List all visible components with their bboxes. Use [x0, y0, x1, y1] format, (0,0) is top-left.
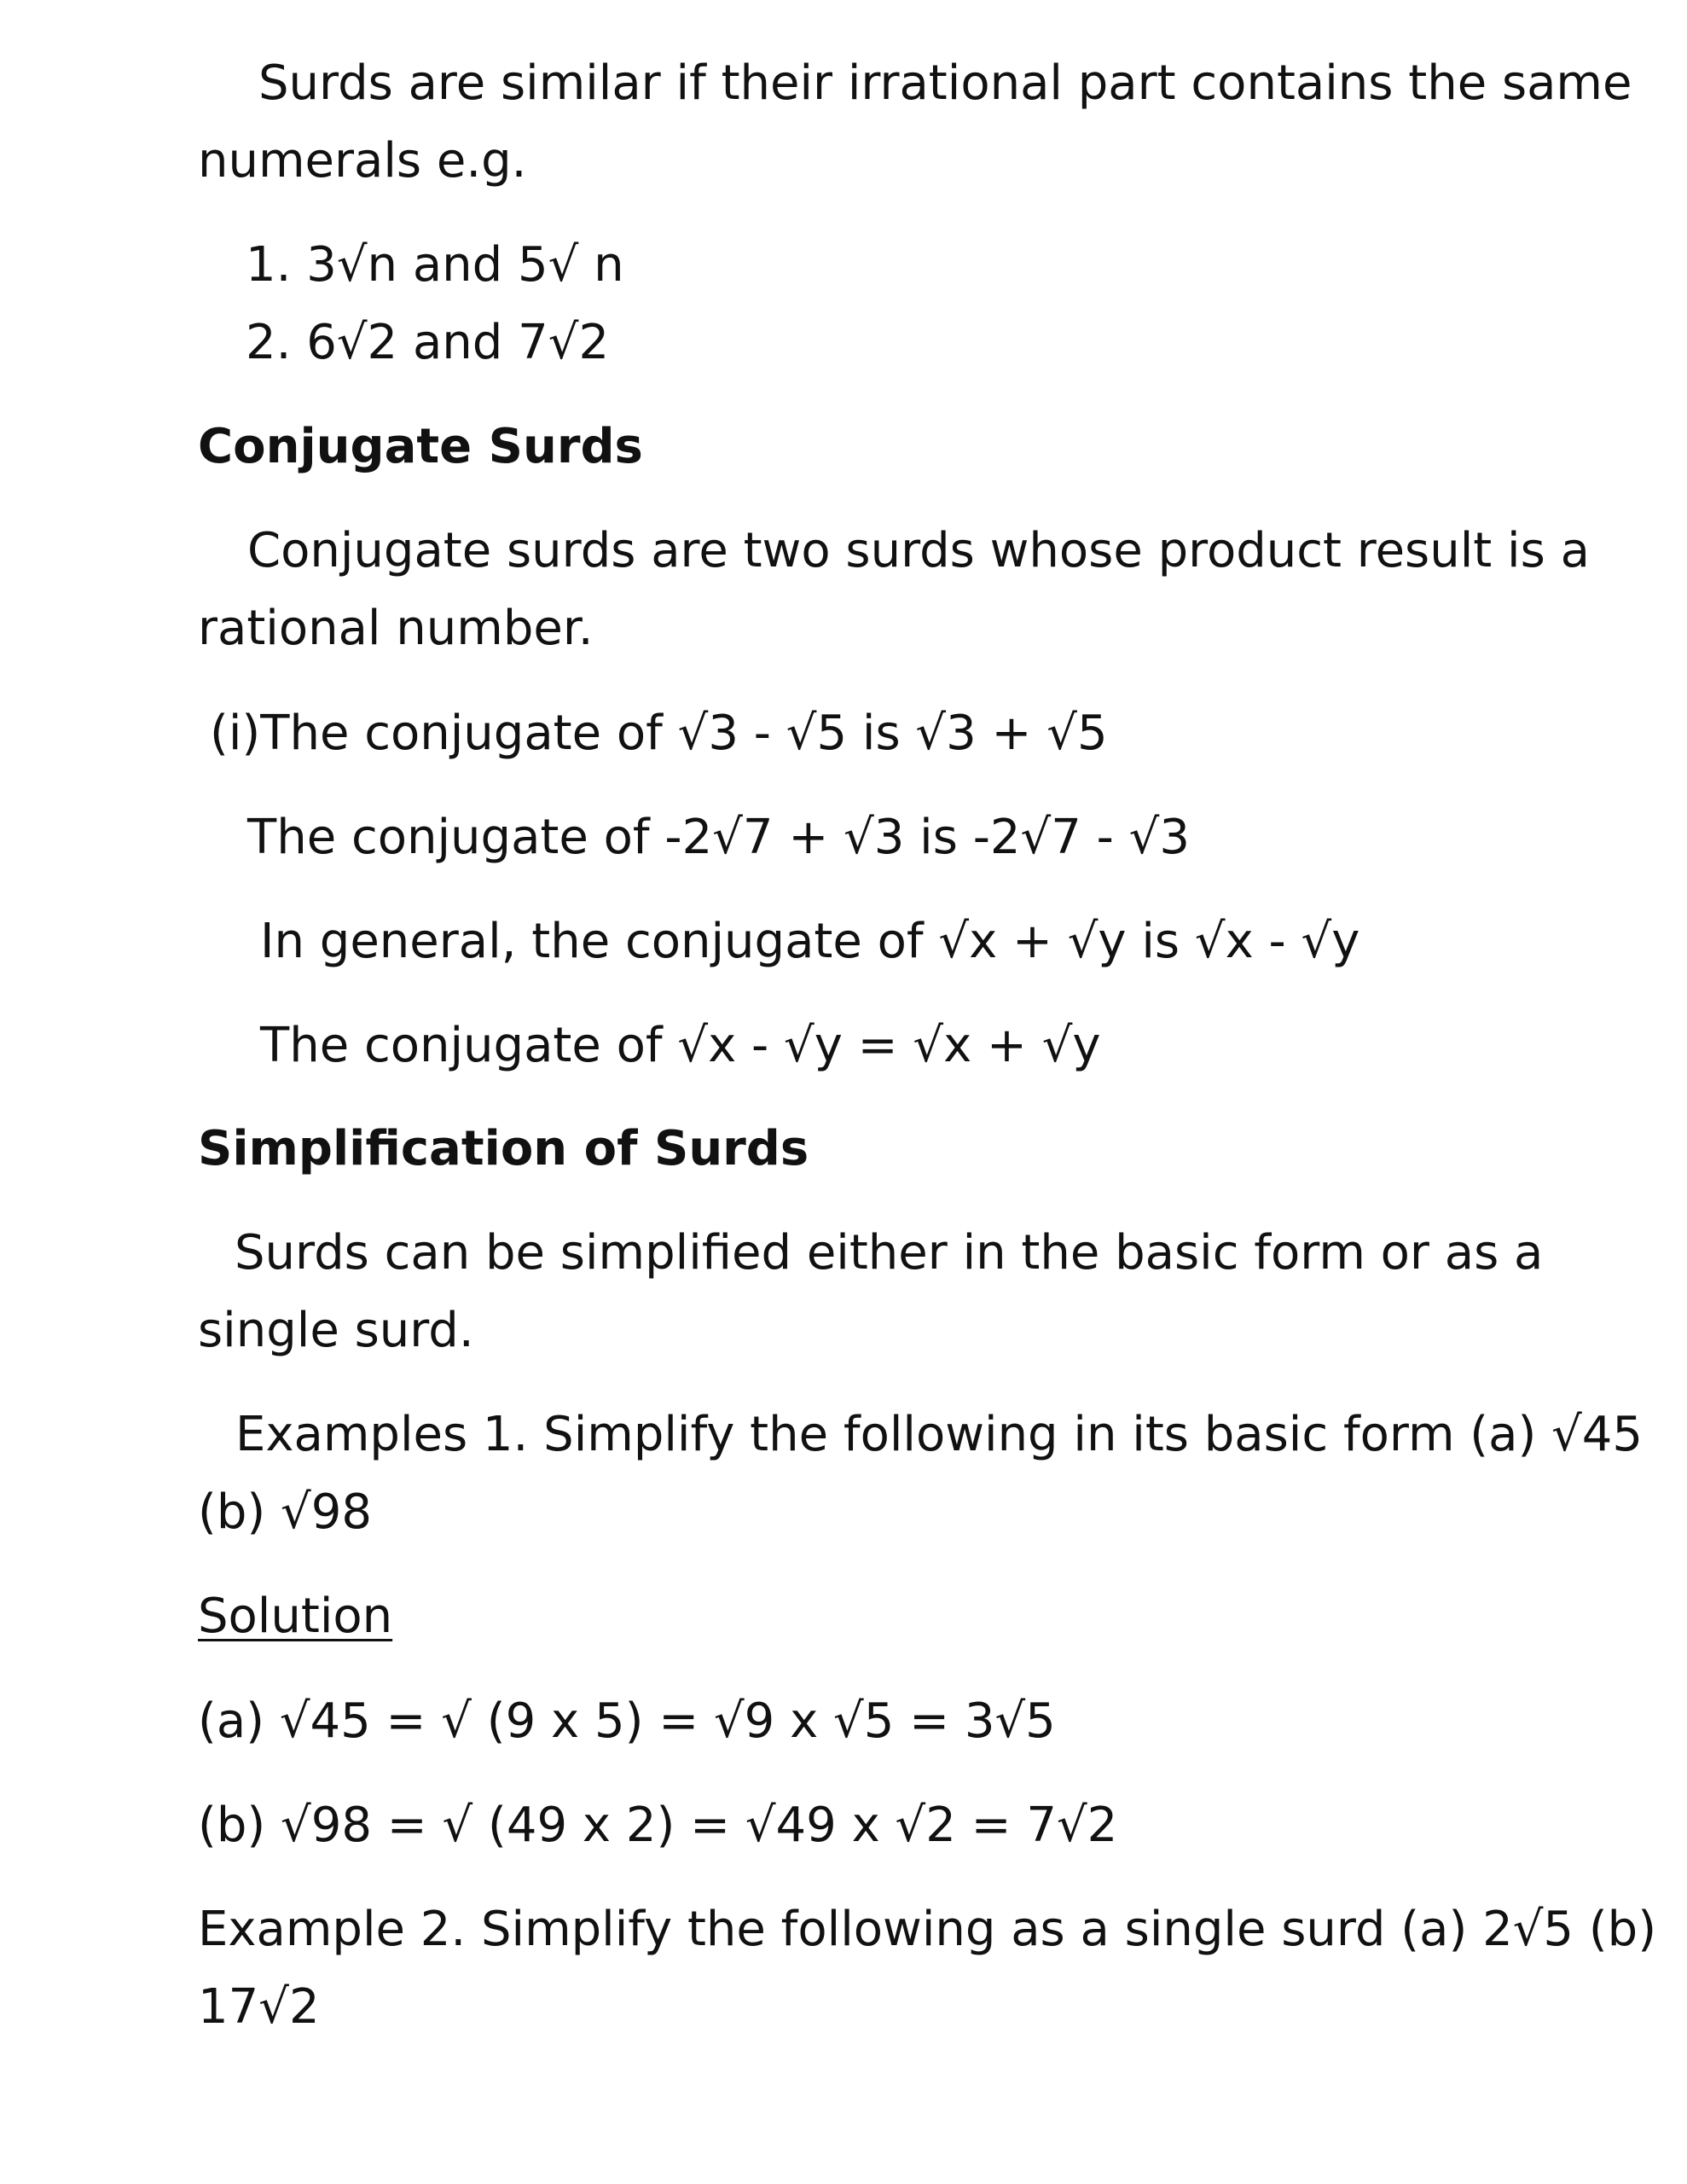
- conjugate-general-rule: In general, the conjugate of √x + √y is √x - √y: [260, 914, 1360, 969]
- example-2-line-1: Example 2. Simplify the following as a single surd (a) 2√5 (b): [198, 1902, 1657, 1957]
- example-1-line-1: Examples 1. Simplify the following in its basic form (a) √45: [235, 1407, 1644, 1462]
- solution-part-a: (a) √45 = √ (9 x 5) = √9 x √5 = 3√5: [198, 1693, 1056, 1749]
- conjugate-example-2: The conjugate of -2√7 + √3 is -2√7 - √3: [247, 810, 1190, 865]
- section-heading-simplification-of-surds: Simplification of Surds: [198, 1121, 809, 1176]
- conjugate-definition-line-1: Conjugate surds are two surds whose product result is a: [247, 523, 1590, 578]
- list-item: 1. 3√n and 5√ n: [246, 237, 624, 293]
- solution-label: Solution: [198, 1589, 393, 1644]
- intro-text-line-2: numerals e.g.: [198, 133, 527, 189]
- example-1-line-2: (b) √98: [198, 1484, 372, 1540]
- solution-part-b: (b) √98 = √ (49 x 2) = √49 x √2 = 7√2: [198, 1798, 1118, 1853]
- intro-text-line-1: Surds are similar if their irrational part contains the same: [258, 55, 1632, 111]
- example-2-line-2: 17√2: [198, 1979, 320, 2035]
- simplification-text-line-2: single surd.: [198, 1303, 474, 1358]
- conjugate-definition-line-2: rational number.: [198, 601, 594, 656]
- conjugate-example-1: (i)The conjugate of √3 - √5 is √3 + √5: [210, 706, 1108, 761]
- simplification-text-line-1: Surds can be simplified either in the basic form or as a: [235, 1225, 1544, 1281]
- list-item: 2. 6√2 and 7√2: [246, 315, 610, 370]
- section-heading-conjugate-surds: Conjugate Surds: [198, 419, 643, 474]
- conjugate-reverse-rule: The conjugate of √x - √y = √x + √y: [260, 1018, 1101, 1073]
